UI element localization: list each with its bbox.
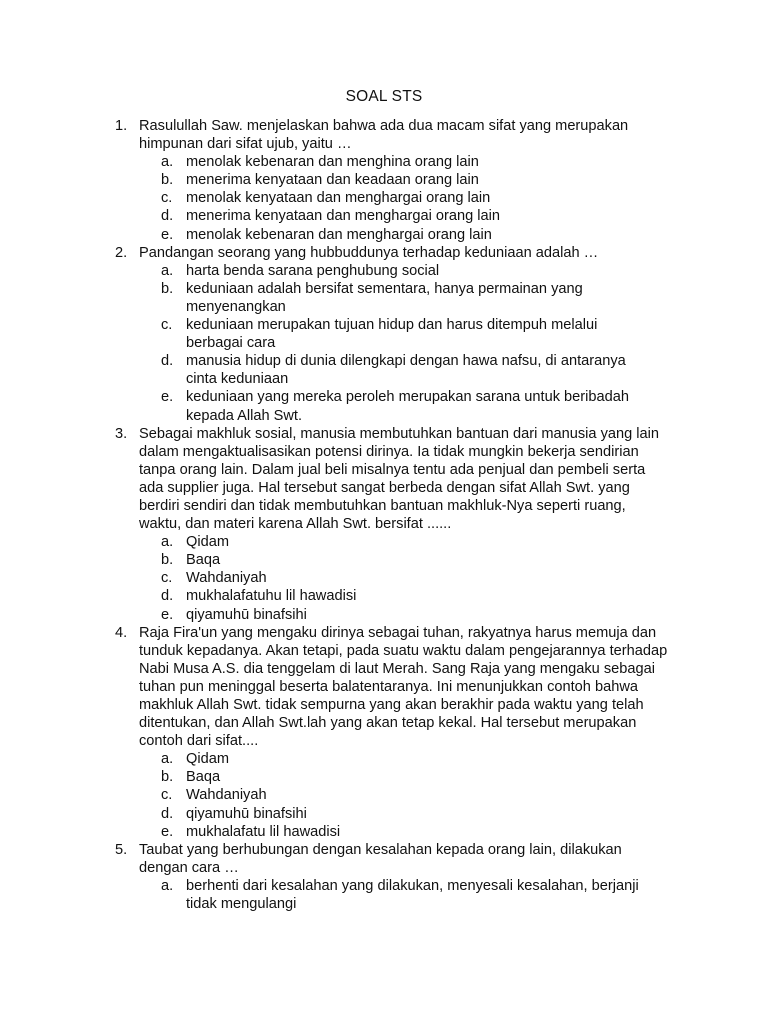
option-text: qiyamuhū binafsihi [186, 606, 307, 623]
option-letter: d. [161, 588, 174, 605]
option-letter: c. [161, 787, 173, 804]
option-item [139, 533, 656, 551]
option-letter: a. [161, 751, 174, 768]
option-item [139, 207, 656, 225]
option-letter: c. [161, 317, 173, 334]
option-text: menolak kenyataan dan menghargai orang lain [186, 190, 491, 207]
question-number: 4. [115, 624, 128, 641]
option-item [139, 786, 656, 804]
option-letter: c. [161, 190, 173, 207]
option-letter: a. [161, 877, 174, 894]
option-text: mukhalafatuhu lil hawadisi [186, 588, 357, 605]
question-number: 3. [115, 425, 128, 442]
option-text: menerima kenyataan dan menghargai orang lain [186, 208, 500, 225]
option-item [139, 606, 656, 624]
option-item [139, 551, 656, 569]
question-item [0, 244, 669, 425]
option-text: keduniaan adalah bersifat sementara, hanya permainan yang menyenangkan [186, 280, 583, 315]
option-letter: e. [161, 823, 174, 840]
question-number: 5. [115, 841, 128, 858]
option-text: menerima kenyataan dan keadaan orang lain [186, 172, 479, 189]
option-text: menolak kebenaran dan menghina orang lain [186, 154, 479, 171]
question-item [0, 117, 669, 244]
option-letter: d. [161, 805, 174, 822]
option-item [139, 316, 656, 352]
option-item [139, 153, 656, 171]
question-text: Rasulullah Saw. menjelaskan bahwa ada dua macam sifat yang merupakan himpunan dari sifat ujub, yaitu … [139, 118, 629, 153]
option-letter: c. [161, 570, 173, 587]
option-list [139, 750, 669, 840]
option-text: mukhalafatu lil hawadisi [186, 823, 341, 840]
option-letter: d. [161, 353, 174, 370]
option-text: Qidam [186, 751, 229, 768]
option-letter: e. [161, 606, 174, 623]
option-text: Baqa [186, 769, 221, 786]
question-text: Taubat yang berhubungan dengan kesalahan kepada orang lain, dilakukan dengan cara … [139, 841, 622, 876]
question-item [0, 841, 669, 913]
option-item [139, 823, 656, 841]
question-item [0, 624, 669, 841]
option-text: Wahdaniyah [186, 787, 267, 804]
option-letter: b. [161, 172, 174, 189]
option-letter: b. [161, 769, 174, 786]
option-list [139, 153, 669, 243]
option-text: menolak kebenaran dan menghargai orang lain [186, 226, 492, 243]
option-item [139, 280, 656, 316]
option-list [139, 533, 669, 623]
option-text: manusia hidup di dunia dilengkapi dengan hawa nafsu, di antaranya cinta keduniaan [186, 353, 626, 388]
option-text: keduniaan merupakan tujuan hidup dan harus ditempuh melalui berbagai cara [186, 317, 598, 352]
option-list [139, 262, 669, 425]
option-letter: a. [161, 534, 174, 551]
option-letter: a. [161, 154, 174, 171]
option-text: berhenti dari kesalahan yang dilakukan, menyesali kesalahan, berjanji tidak mengulangi [186, 877, 639, 913]
option-item [139, 226, 656, 244]
option-text: harta benda sarana penghubung social [186, 262, 440, 279]
option-text: keduniaan yang mereka peroleh merupakan sarana untuk beribadah kepada Allah Swt. [186, 389, 629, 424]
question-number: 2. [115, 244, 128, 261]
option-letter: a. [161, 262, 174, 279]
option-letter: b. [161, 552, 174, 569]
option-letter: b. [161, 280, 174, 297]
option-list [139, 877, 669, 913]
option-text: Baqa [186, 552, 221, 569]
option-item [139, 805, 656, 823]
option-item [139, 768, 656, 786]
question-list [0, 117, 768, 913]
option-letter: e. [161, 226, 174, 243]
option-item [139, 587, 656, 605]
option-item [139, 750, 656, 768]
option-item [139, 388, 656, 424]
question-item [0, 425, 669, 624]
option-letter: e. [161, 389, 174, 406]
page-title: SOAL STS [345, 88, 423, 105]
question-text: Sebagai makhluk sosial, manusia membutuhkan bantuan dari manusia yang lain dalam mengaktualisasikan potensi dirinya. Ia tidak mungkin bekerja sendirian tanpa orang lain. Dalam jual beli misalnya tentu ada penjual dan pembeli serta ada supplier juga. Hal tersebut sangat berbeda dengan sifat Allah Swt. yang berdiri sendiri dan tidak membutuhkan bantuan makhluk-Nya seperti ruang, waktu, dan materi karena Allah Swt. bersifat ...... [139, 425, 660, 533]
question-text: Pandangan seorang yang hubbuddunya terhadap keduniaan adalah … [139, 244, 599, 261]
option-text: qiyamuhū binafsihi [186, 805, 307, 822]
option-item [139, 569, 656, 587]
option-text: Wahdaniyah [186, 570, 267, 587]
option-text: Qidam [186, 534, 229, 551]
option-item [139, 352, 656, 388]
option-item [139, 189, 656, 207]
option-item [139, 262, 656, 280]
option-item [139, 877, 656, 913]
option-item [139, 171, 656, 189]
question-text: Raja Fira'un yang mengaku dirinya sebagai tuhan, rakyatnya harus memuja dan tunduk kepadanya. Akan tetapi, pada suatu waktu dalam pengejarannya terhadap Nabi Musa A.S. dia tenggelam di laut Merah. Sang Raja yang mengaku sebagai tuhan pun meninggal beserta balatentaranya. Ini menunjukkan contoh bahwa makhluk Allah Swt. tidak sempurna yang akan berakhir pada waktu yang telah ditentukan, dan Allah Swt.lah yang akan tetap kekal. Hal tersebut merupakan contoh dari sifat.... [139, 624, 668, 750]
option-letter: d. [161, 208, 174, 225]
question-number: 1. [115, 118, 128, 134]
